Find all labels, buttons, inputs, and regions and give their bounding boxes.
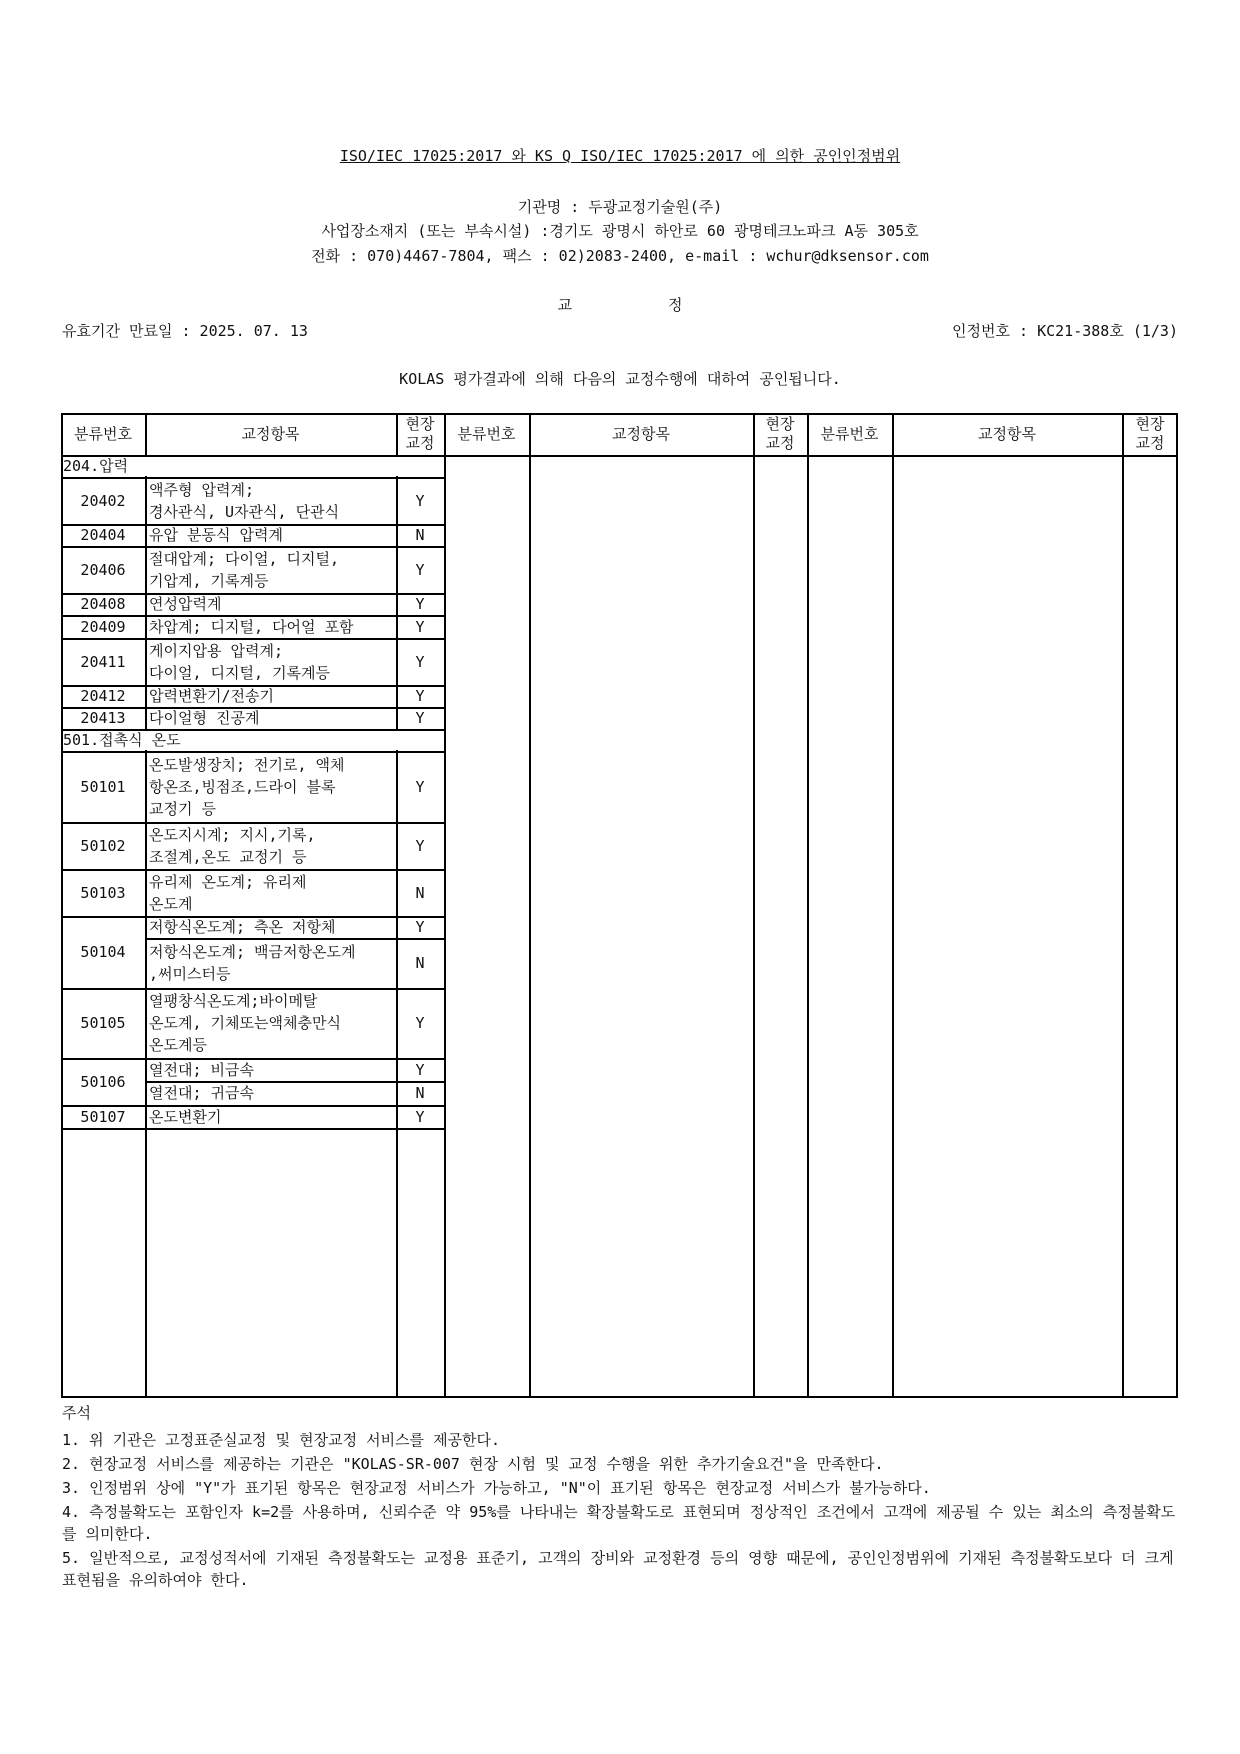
institution-contact: 전화 : 070)4467-7804, 팩스 : 02)2083-2400, e-mail : wchur@dksensor.com: [311, 247, 929, 265]
table-column-rule: [753, 413, 755, 1398]
calibration-item: [145, 707, 396, 729]
onsite-flag: Y: [415, 918, 425, 936]
header-onsite: [1122, 413, 1178, 455]
onsite-flag: Y: [415, 1060, 425, 1079]
section-heading-b: 정: [668, 296, 683, 314]
note-item: 1. 위 기관은 고정표준실교정 및 현장교정 서비스를 제공한다.: [62, 1431, 501, 1449]
onsite-flag: N: [415, 526, 425, 544]
calibration-item: [145, 938, 396, 988]
classification-code: 20409: [80, 617, 126, 636]
calibration-item-line: 차압계; 디지털, 다어얼 포함: [149, 617, 354, 636]
calibration-item-line: 기압계, 기록계등: [149, 571, 269, 590]
notes-section: [62, 1402, 1180, 1593]
classification-code: 50101: [80, 777, 126, 796]
header-onsite-line1: 현장: [1135, 415, 1165, 433]
classification-code: 50107: [80, 1107, 126, 1126]
onsite-flag: Y: [415, 836, 425, 855]
calibration-item-line: 유리제 온도계; 유리제: [149, 872, 307, 891]
table-column-rule: [892, 413, 894, 1398]
calibration-item-line: 열전대; 비금속: [149, 1060, 255, 1079]
onsite-flag: Y: [415, 560, 425, 579]
calibration-item: [145, 524, 396, 546]
calibration-item: [145, 1058, 396, 1081]
onsite-flag: Y: [415, 652, 425, 671]
header-code: 분류번호: [457, 424, 516, 443]
accreditation-table: [61, 413, 1178, 1398]
classification-code: 20402: [80, 491, 126, 510]
calibration-item-line: 항온조,빙점조,드라이 블록: [149, 777, 336, 796]
calibration-item: [145, 916, 396, 938]
calibration-item: [145, 638, 396, 685]
note-item: 3. 인정범위 상에 "Y"가 표기된 항목은 현장교정 서비스가 가능하고, "N"이 표기된 항목은 현장교정 서비스가 불가능하다.: [62, 1479, 931, 1497]
table-border-bottom: [61, 1396, 1178, 1398]
header-onsite-line2: 교정: [405, 434, 435, 452]
onsite-flag: Y: [415, 617, 425, 636]
header-onsite: [396, 413, 444, 455]
institution-address: 사업장소재지 (또는 부속시설) :경기도 광명시 하안로 60 광명테크노파크 A동 305호: [321, 222, 919, 240]
classification-code: 50102: [80, 836, 126, 855]
calibration-item-line: 조절계,온도 교정기 등: [149, 847, 307, 866]
calibration-item-line: 온도계: [149, 894, 193, 913]
table-column-rule: [444, 413, 446, 1398]
header-onsite-line1: 현장: [765, 415, 795, 433]
section-heading: [0, 294, 1240, 315]
calibration-item: [145, 751, 396, 822]
calibration-item: [145, 593, 396, 615]
document-title: ISO/IEC 17025:2017 와 KS Q ISO/IEC 17025:2017 에 의한 공인인정범위: [339, 147, 901, 165]
calibration-item-line: 저항식온도계; 백금저항온도계: [149, 943, 356, 961]
onsite-flag: Y: [415, 1014, 425, 1032]
note-item: 5. 일반적으로, 교정성적서에 기재된 측정불확도는 교정용 표준기, 고객의 장비와 교정환경 등의 영향 때문에, 공인인정범위에 기재된 측정불확도보다 더 크게 표현됨을 유의하여야 한다.: [62, 1549, 1174, 1589]
calibration-item-line: 온도계등: [149, 1036, 207, 1054]
table-column-rule: [1122, 413, 1124, 1398]
certification-number: 인정번호 : KC21-388호 (1/3): [952, 322, 1178, 340]
note-item: 2. 현장교정 서비스를 제공하는 기관은 "KOLAS-SR-007 현장 시험 및 교정 수행을 위한 추가기술요건"을 만족한다.: [62, 1455, 884, 1473]
calibration-item-line: 다이얼형 진공계: [149, 709, 260, 727]
onsite-flag: Y: [415, 777, 425, 796]
calibration-item-line: ,써미스터등: [149, 965, 231, 983]
table-row-rule: [61, 1128, 444, 1130]
note-item: 4. 측정불확도는 포함인자 k=2를 사용하며, 신뢰수준 약 95%를 나타내는 확장불확도로 표현되며 정상적인 조건에서 고객에 제공될 수 있는 최소의 측정불확도를 의미한다.: [62, 1503, 1176, 1543]
header-item: 교정항목: [241, 424, 300, 443]
onsite-flag: Y: [415, 1107, 425, 1126]
onsite-flag: Y: [415, 595, 425, 613]
header-item: 교정항목: [612, 424, 670, 443]
calibration-item: [145, 546, 396, 593]
institution-name: 기관명 : 두광교정기술원(주): [517, 198, 723, 216]
classification-code: 50104: [80, 943, 126, 961]
calibration-item-line: 절대압계; 다이얼, 디지털,: [149, 549, 340, 568]
classification-code: 20411: [80, 652, 126, 671]
category-label: 501.접촉식 온도: [63, 731, 181, 749]
notes-title: 주석: [62, 1404, 91, 1422]
header-onsite-line1: 현장: [405, 415, 435, 433]
calibration-item-line: 열전대; 귀금속: [149, 1084, 255, 1102]
calibration-item: [145, 615, 396, 638]
onsite-flag: Y: [415, 709, 425, 727]
header-onsite-line2: 교정: [1135, 434, 1165, 452]
classification-code: 50106: [80, 1072, 126, 1091]
classification-code: 20412: [80, 687, 126, 705]
accreditation-notice: KOLAS 평가결과에 의해 다음의 교정수행에 대하여 공인됩니다.: [399, 370, 841, 388]
expiry-date: 유효기간 만료일 : 2025. 07. 13: [62, 322, 308, 340]
calibration-item-line: 온도발생장치; 전기로, 액체: [149, 755, 345, 774]
table-column-rule: [1176, 413, 1178, 1398]
calibration-item-line: 온도변환기: [149, 1107, 222, 1126]
calibration-item-line: 열팽창식온도계;바이메탈: [149, 992, 318, 1010]
calibration-item-line: 경사관식, U자관식, 단관식: [149, 502, 340, 521]
table-column-rule: [529, 413, 531, 1398]
calibration-item: [145, 1081, 396, 1105]
calibration-item: [145, 1105, 396, 1128]
calibration-item-line: 다이얼, 디지털, 기록계등: [149, 663, 331, 682]
calibration-item: [145, 988, 396, 1058]
onsite-flag: N: [415, 1084, 425, 1102]
header-onsite: [753, 413, 807, 455]
calibration-item: [145, 477, 396, 524]
header-code: 분류번호: [820, 424, 879, 443]
calibration-item: [145, 685, 396, 707]
calibration-item: [145, 869, 396, 916]
header-item: 교정항목: [978, 424, 1036, 443]
table-column-rule: [807, 413, 809, 1398]
calibration-item-line: 유압 분동식 압력계: [149, 526, 283, 544]
header-code: 분류번호: [74, 424, 132, 443]
calibration-item-line: 교정기 등: [149, 799, 216, 818]
calibration-item-line: 연성압력계: [149, 595, 222, 613]
onsite-flag: Y: [415, 491, 425, 510]
onsite-flag: N: [415, 883, 425, 902]
classification-code: 20406: [80, 560, 126, 579]
section-heading-a: 교: [557, 296, 572, 314]
classification-code: 20404: [80, 526, 126, 544]
onsite-flag: Y: [415, 687, 425, 705]
classification-code: 50105: [80, 1014, 126, 1032]
calibration-item-line: 저항식온도계; 측온 저항체: [149, 918, 336, 936]
onsite-flag: N: [415, 954, 425, 972]
classification-code: 20413: [80, 709, 126, 727]
header-onsite-line2: 교정: [765, 434, 795, 452]
category-label: 204.압력: [63, 457, 129, 475]
calibration-item-line: 게이지압용 압력계;: [149, 641, 283, 660]
calibration-item-line: 온도지시계; 지시,기록,: [149, 825, 316, 844]
classification-code: 20408: [80, 595, 126, 613]
calibration-item-line: 온도계, 기체또는액체충만식: [149, 1014, 341, 1032]
calibration-item-line: 액주형 압력계;: [149, 480, 255, 499]
calibration-item-line: 압력변환기/전송기: [149, 687, 274, 705]
calibration-item: [145, 822, 396, 869]
classification-code: 50103: [80, 883, 126, 902]
